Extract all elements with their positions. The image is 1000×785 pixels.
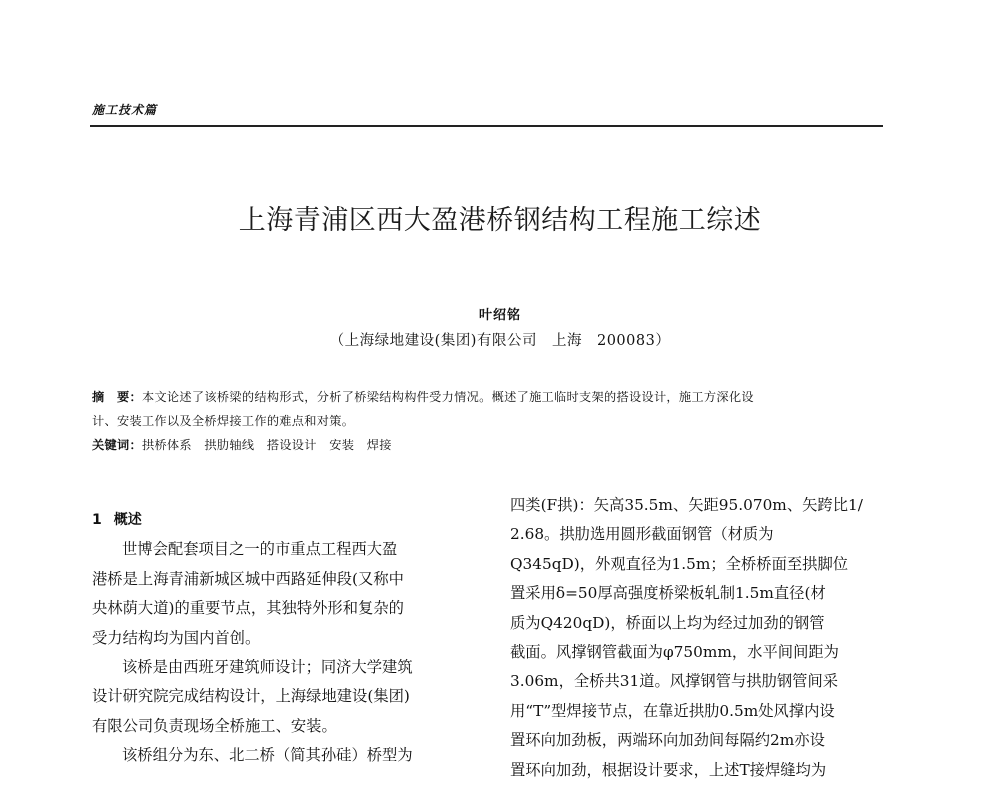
paragraph-line: 世博会配套项目之一的市重点工程西大盈 xyxy=(122,540,398,559)
right-column-line: Q345qD)，外观直径为1.5m；全桥桥面至拱脚位 xyxy=(510,554,849,573)
paragraph-line: 设计研究院完成结构设计，上海绿地建设(集团) xyxy=(92,687,410,706)
right-column-line: 2.68。拱肋选用圆形截面钢管（材质为 xyxy=(510,525,774,544)
keywords-text: 拱桥体系 拱肋轴线 搭设设计 安装 焊接 xyxy=(141,438,392,452)
keywords-line xyxy=(92,433,884,457)
abstract-text-1: 本文论述了该桥梁的结构形式，分析了桥梁结构构件受力情况。概述了施工临时支架的搭设设计，施工方深化设 xyxy=(141,390,754,404)
paragraph-line: 受力结构均为国内首创。 xyxy=(92,628,261,647)
right-column-line: 截面。风撑钢管截面为φ750mm，水平间间距为 xyxy=(510,642,839,661)
paragraph-line: 央林荫大道)的重要节点，其独特外形和复杂的 xyxy=(92,599,404,618)
paragraph-line: 该桥是由西班牙建筑师设计；同济大学建筑 xyxy=(122,657,413,676)
section-title: 概述 xyxy=(113,512,142,528)
right-column-line: 质为Q420qD)，桥面以上均为经过加劲的钢管 xyxy=(510,613,825,632)
abstract-block xyxy=(92,385,884,457)
header-rule xyxy=(90,125,883,127)
paragraph-line: 该桥组分为东、北二桥（简其孙硅）桥型为 xyxy=(122,746,413,765)
paragraph-line: 有限公司负责现场全桥施工、安装。 xyxy=(92,716,337,735)
author-affiliation: （上海绿地建设(集团)有限公司 上海 200083） xyxy=(329,333,671,349)
abstract-label: 摘 要： xyxy=(92,390,142,404)
keywords-label: 关键词： xyxy=(92,438,142,452)
article-title: 上海青浦区西大盈港桥钢结构工程施工综述 xyxy=(238,205,762,236)
right-column-line: 用“T”型焊接节点，在靠近拱肋0.5m处风撑内设 xyxy=(510,701,835,720)
right-column-line: 置环向加劲，根据设计要求，上述T接焊缝均为 xyxy=(510,760,827,779)
right-column-line: 置环向加劲板，两端环向加劲间每隔约2m亦设 xyxy=(510,731,825,750)
author-name: 叶绍铭 xyxy=(478,308,521,323)
left-column xyxy=(92,506,464,771)
right-column-line: 四类(F拱)：矢高35.5m、矢距95.070m、矢跨比1/ xyxy=(510,496,863,514)
abstract-line-1 xyxy=(92,385,884,409)
section-heading xyxy=(92,506,464,535)
right-column xyxy=(510,491,885,785)
section-number: 1 xyxy=(92,512,102,528)
right-column-line: 3.06m，全桥共31道。风撑钢管与拱肋钢管间采 xyxy=(510,672,839,691)
paragraph-line: 港桥是上海青浦新城区城中西路延伸段(又称中 xyxy=(92,569,404,588)
abstract-line-2: 计、安装工作以及全桥焊接工作的难点和对策。 xyxy=(92,414,355,428)
section-tag: 施工技术篇 xyxy=(92,103,158,117)
right-column-line: 置采用δ=50厚高强度桥梁板轧制1.5m直径(材 xyxy=(510,584,826,603)
